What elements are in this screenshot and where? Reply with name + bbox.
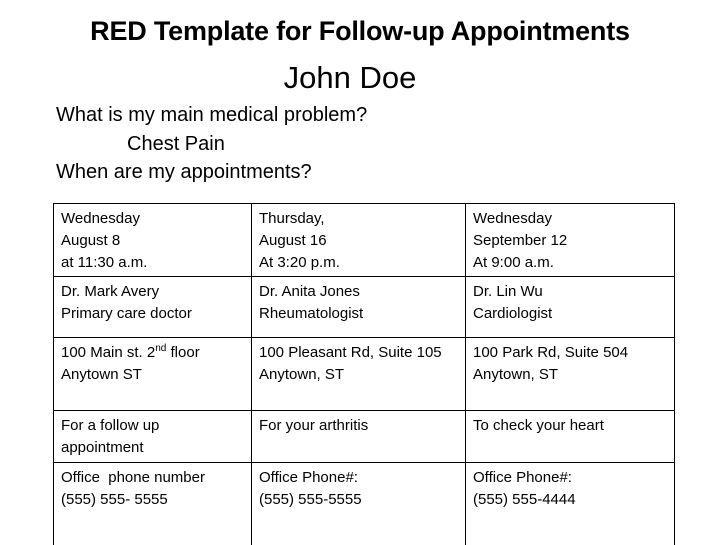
purpose-cell: For a follow up appointment bbox=[54, 411, 252, 463]
doctor-cell: Dr. Lin Wu Cardiologist bbox=[466, 277, 675, 338]
table-row-doctors bbox=[54, 277, 675, 338]
table-row-dates bbox=[54, 204, 675, 277]
phone-cell: Office Phone#: (555) 555-4444 bbox=[466, 463, 675, 545]
appointments-question: When are my appointments? bbox=[56, 161, 312, 184]
problem-question: What is my main medical problem? bbox=[56, 104, 367, 127]
patient-name: John Doe bbox=[0, 60, 700, 96]
date-cell: Wednesday September 12 At 9:00 a.m. bbox=[466, 204, 675, 277]
phone-cell: Office Phone#: (555) 555-5555 bbox=[252, 463, 466, 545]
table-row-phones bbox=[54, 463, 675, 545]
phone-cell: Office phone number (555) 555- 5555 bbox=[54, 463, 252, 545]
address-cell: 100 Main st. 2nd floor Anytown ST bbox=[54, 338, 252, 411]
date-cell: Wednesday August 8 at 11:30 a.m. bbox=[54, 204, 252, 277]
problem-answer: Chest Pain bbox=[127, 133, 225, 156]
table-row-purposes bbox=[54, 411, 675, 463]
date-cell: Thursday, August 16 At 3:20 p.m. bbox=[252, 204, 466, 277]
doctor-cell: Dr. Anita Jones Rheumatologist bbox=[252, 277, 466, 338]
address-cell: 100 Pleasant Rd, Suite 105 Anytown, ST bbox=[252, 338, 466, 411]
document-title: RED Template for Follow-up Appointments bbox=[0, 16, 720, 47]
doctor-cell: Dr. Mark Avery Primary care doctor bbox=[54, 277, 252, 338]
address-cell: 100 Park Rd, Suite 504 Anytown, ST bbox=[466, 338, 675, 411]
purpose-cell: To check your heart bbox=[466, 411, 675, 463]
table-row-addresses bbox=[54, 338, 675, 411]
appointments-table bbox=[53, 203, 675, 545]
purpose-cell: For your arthritis bbox=[252, 411, 466, 463]
